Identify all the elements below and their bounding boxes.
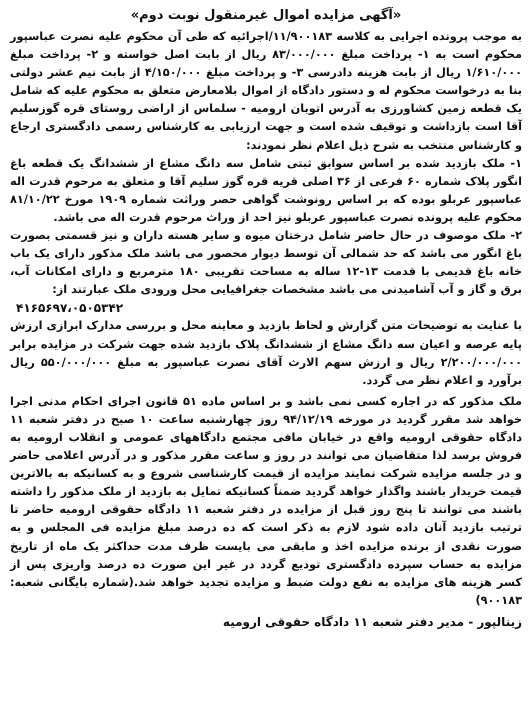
notice-title: «آگهی مزایده اموال غیرمنقول نوبت دوم» [130, 8, 402, 23]
item-2-paragraph: ۲- ملک موصوف در حال حاضر شامل درختان میوه و سایر هسته داران و نیز قسمتی بصورت باغ انگور می باشد که حد شمالی آن توسط دیوار محصور می باشد ملک مذکور دارای یک باب خانه باغ قدیمی با قدمت ۱۳-۱۲ ساله به مساحت تقریبی ۱۸۰ مترمربع و دارای امکانات آب، برق و گاز و آب آشامیدنی می باشد مشخصات جغرافیایی محل ورودی ملک عبارتند از: [10, 229, 523, 297]
item-1-paragraph: ۱- ملک بازدید شده بر اساس سوابق ثبتی شامل سه دانگ مشاع از ششدانگ یک قطعه باغ انگور پلاک شماره ۶۰ فرعی از ۳۶ اصلی قریه قره گوز سلیم آقا و متعلق به مرحوم قدرت اله عباسپور عربلو بوده که بر اساس رونوشت گواهی حصر وراثت شماره ۱۹۰۹ مورخ ۸۱/۱۰/۲۲ محکوم علیه پرونده نصرت عباسپور عربلو نیز احد از وراث مرحوم قدرت اله می باشد. [10, 156, 523, 224]
signature-line: زینالپور - مدیر دفتر شعبه ۱۱ دادگاه حقوقی ارومیه [222, 614, 522, 629]
intro-paragraph: به موجب پرونده اجرایی به کلاسه ۱۱/۹۰۰۱۸۳/اجرائیه که طی آن محکوم علیه نصرت عباسپور محکوم است به ۱- پرداخت مبلغ ۸۳/۰۰۰/۰۰۰ ریال از بابت اصل خواسته و ۲- پرداخت مبلغ ۱/۶۱۰/۰۰۰ ریال از بابت هزینه دادرسی ۳- و پرداخت مبلغ ۴/۱۵۰/۰۰۰ از بابت نیم عشر دولتی بنا به درخواست محکوم له و دستور دادگاه از اموال بلامعارض متعلق به محکوم علیه که شامل یک قطعه زمین کشاورزی به آدرس اتوبان ارومیه - سلماس از اراضی روستای قره گوزسلیم آقا است بازداشت و توقیف شده است و جهت ارزیابی به کارشناس رسمی دادگستری ارجاع و کارشناس منتخب به شرح ذیل اعلام نظر نمودند: [10, 30, 523, 152]
geo-coordinates: ۴۱۶۵۶۹۷،۰۵۰۵۳۴۲ [16, 301, 124, 316]
auction-terms-paragraph: ملک مذکور که در اجاره کسی نمی باشد و بر اساس ماده ۵۱ قانون اجرای احکام مدنی اجرا خواهد شد مقرر گردید در مورخه ۹۴/۱۲/۱۹ روز چهارشنبه ساعت ۱۰ صبح در دفتر شعبه ۱۱ دادگاه حقوقی ارومیه واقع در خیابان مافی مجتمع دادگاههای عمومی و انقلاب ارومیه به فروش برسد لذا متقاضیان می توانند در روز و ساعت مقرر مذکور و در آدرس اعلامی حاضر و در جلسه مزایده شرکت نمایند مزایده از قیمت کارشناسی شروع و به کسانیکه به بالاترین قیمت خریدار باشند واگذار خواهد گردید ضمناً کسانیکه تمایل به بازدید از ملک مذکور را داشته باشند می توانند تا پنج روز قبل از مزایده در دفتر شعبه ۱۱ دادگاه حقوقی ارومیه حاضر تا ترتیب بازدید آنان داده شود لازم به ذکر است که ده درصد مبلغ مزایده فی المجلس و به صورت نقدی از برنده مزایده اخذ و مابقی می بایست ظرف مدت حداکثر یک ماه از تاریخ مزایده به حساب سپرده دادگستری تودیع گردد در غیر این صورت ده درصد واریزی پس از کسر هزینه های مزایده به نفع دولت ضبط و مزایده تجدید خواهد شد.(شماره بایگانی شعبه: ۹۰۰۱۸۳) [10, 394, 523, 607]
valuation-paragraph: با عنایت به توضیحات متن گزارش و لحاظ بازدید و معاینه محل و بررسی مدارک ابرازی ارزش پایه عرصه و اعیان سه دانگ مشاع از ششدانگ پلاک بازدید شده جهت شرکت در مزایده برابر ۲/۲۰۰/۰۰۰/۰۰۰ ریال و ارزش سهم الارث آقای نصرت عباسپور به مبلغ ۵۵۰/۰۰۰/۰۰۰ ریال برآورد و اعلام نظر می گردد. [10, 319, 522, 387]
